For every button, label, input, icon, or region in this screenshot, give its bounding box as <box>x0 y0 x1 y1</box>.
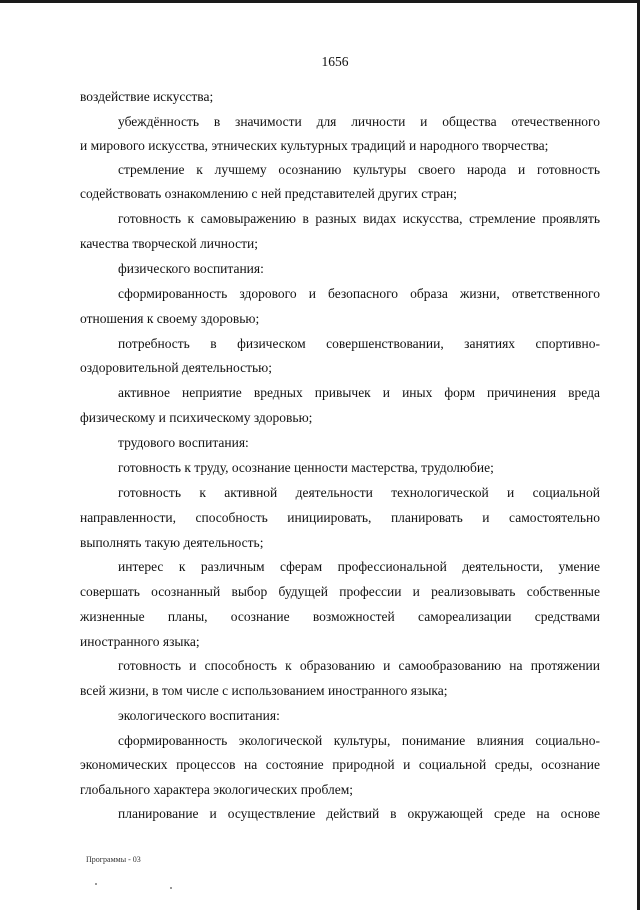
text-line: планирование и осуществление действий в окружающей среде на основе <box>118 806 600 821</box>
section-heading: экологического воспитания: <box>118 708 280 723</box>
text-line: физическому и психическому здоровью; <box>80 410 313 425</box>
text-line: интерес к различным сферам профессиональной деятельности, умение <box>118 559 600 574</box>
text-line: стремление к лучшему осознанию культуры своего народа и готовность <box>118 162 600 177</box>
text-line: иностранного языка; <box>80 634 200 649</box>
text-line: отношения к своему здоровью; <box>80 311 260 326</box>
text-line: сформированность экологической культуры, понимание влияния социально- <box>118 733 600 748</box>
text-line: готовность к самовыражению в разных видах искусства, стремление проявлять <box>118 211 600 226</box>
section-heading: физического воспитания: <box>118 261 264 276</box>
text-line: потребность в физическом совершенствовании, занятиях спортивно- <box>118 336 600 351</box>
text-line: всей жизни, в том числе с использованием иностранного языка; <box>80 683 448 698</box>
text-line: глобального характера экологических проблем; <box>80 782 353 797</box>
text-line: готовность и способность к образованию и самообразованию на протяжении <box>118 658 600 673</box>
text-line: оздоровительной деятельностью; <box>80 360 272 375</box>
scan-border-top <box>0 0 640 3</box>
text-line: сформированность здорового и безопасного образа жизни, ответственного <box>118 286 600 301</box>
section-heading: трудового воспитания: <box>118 435 249 450</box>
scan-speck <box>170 887 172 889</box>
text-line: качества творческой личности; <box>80 236 258 251</box>
text-line: готовность к активной деятельности технологической и социальной <box>118 485 600 500</box>
text-line: убеждённость в значимости для личности и общества отечественного <box>118 114 600 129</box>
text-line: выполнять такую деятельность; <box>80 535 264 550</box>
text-line: содействовать ознакомлению с ней представителей других стран; <box>80 186 458 201</box>
text-line: жизненные планы, осознание возможностей самореализации средствами <box>80 609 600 624</box>
page-number: 1656 <box>321 54 349 69</box>
text-line: готовность к труду, осознание ценности мастерства, трудолюбие; <box>118 460 494 475</box>
text-line: воздействие искусства; <box>80 89 214 104</box>
text-line: направленности, способность инициировать, планировать и самостоятельно <box>80 510 600 525</box>
text-line: совершать осознанный выбор будущей профессии и реализовывать собственные <box>80 584 600 599</box>
footer-code: Программы - 03 <box>86 855 141 864</box>
scan-speck <box>95 883 97 885</box>
text-line: активное неприятие вредных привычек и иных форм причинения вреда <box>118 385 600 400</box>
text-line: и мирового искусства, этнических культурных традиций и народного творчества; <box>80 138 549 153</box>
text-line: экономических процессов на состояние природной и социальной среды, осознание <box>80 757 600 772</box>
